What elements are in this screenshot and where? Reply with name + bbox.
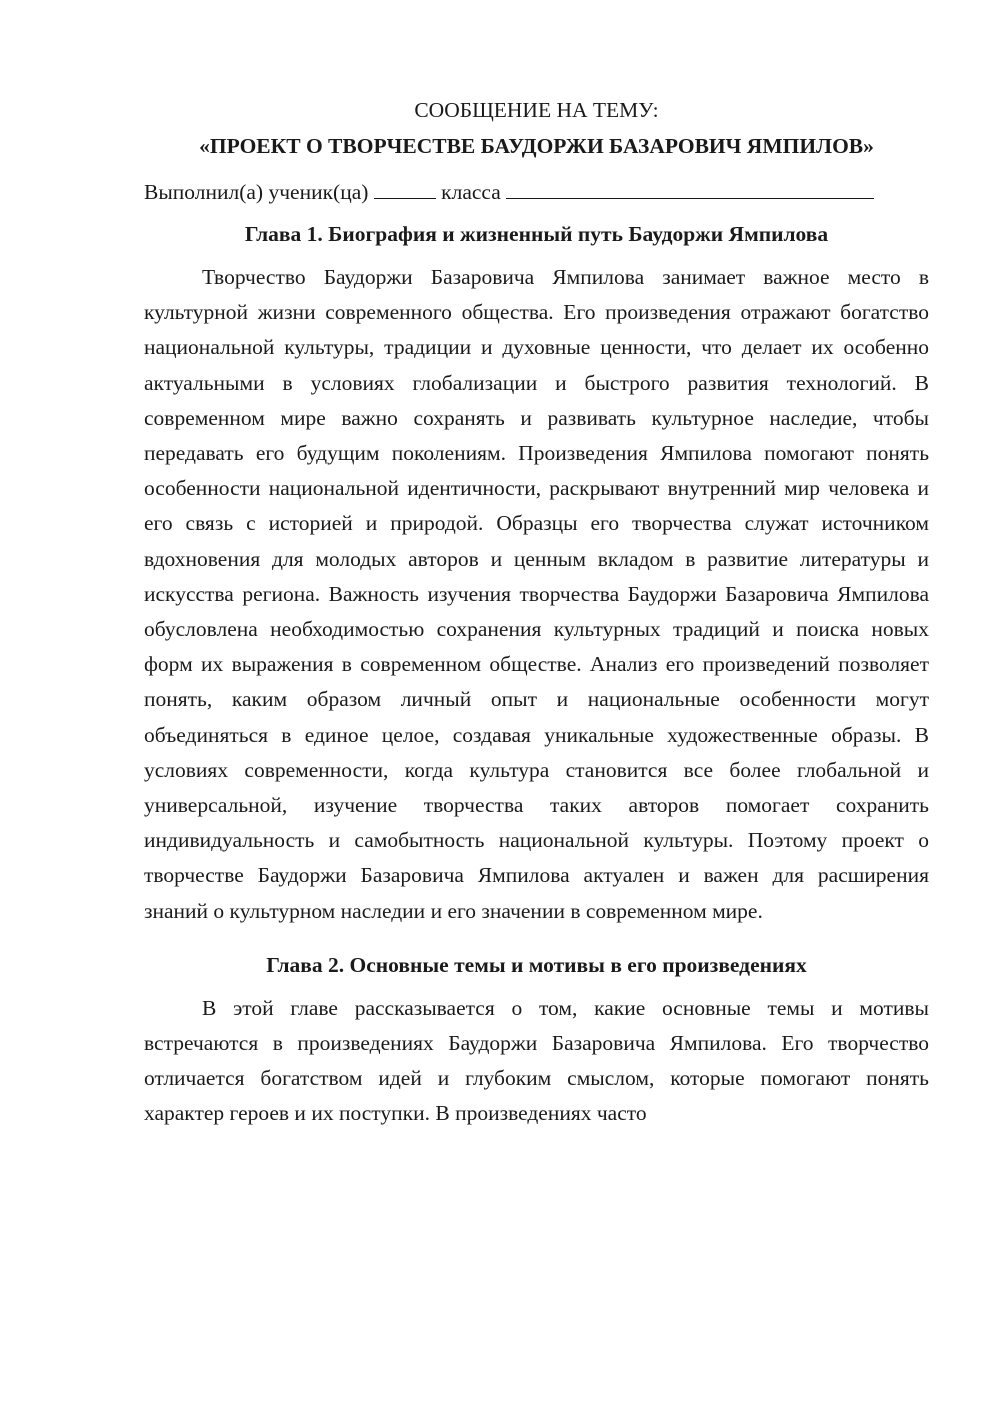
chapter-2-heading: Глава 2. Основные темы и мотивы в его произведениях (266, 952, 807, 977)
chapter-2-paragraph: В этой главе рассказывается о том, какие основные темы и мотивы встречаются в произведениях Баудоржи Базаровича Ямпилова. Его творчество отличается богатством идей и глубоким смыслом, которые помогают понять характер героев и их поступки. В произведениях часто (144, 995, 929, 1126)
chapter-1-paragraph: Творчество Баудоржи Базаровича Ямпилова занимает важное место в культурной жизни современного общества. Его произведения отражают богатство национальной культуры, традиции и духовные ценности, что делает их особенно актуальными в условиях глобализации и быстрого развития технологий. В современном мире важно сохранять и развивать культурное наследие, чтобы передавать его будущим поколениям. Произведения Ямпилова помогают понять особенности национальной идентичности, раскрывают внутренний мир человека и его связь с историей и природой. Образцы его творчества служат источником вдохновения для молодых авторов и ценным вкладом в развитие литературы и искусства региона. Важность изучения творчества Баудоржи Базаровича Ямпилова обусловлена необходимостью сохранения культурных традиций и поиска новых форм их выражения в современном обществе. Анализ его произведений позволяет понять, каким образом личный опыт и национальные особенности могут объединяться в единое целое, создавая уникальные художественные образы. В условиях современности, когда культура становится все более глобальной и универсальной, изучение творчества таких авторов помогает сохранить индивидуальность и самобытность национальной культуры. Поэтому проект о творчестве Баудоржи Базаровича Ямпилова актуален и важен для расширения знаний о культурном наследии и его значении в современном мире. (144, 265, 929, 923)
author-label: Выполнил(а) ученик(ца) (144, 180, 369, 204)
chapter-1-heading: Глава 1. Биография и жизненный путь Баудоржи Ямпилова (244, 222, 829, 246)
class-number-blank (374, 178, 436, 199)
title-line-1: СООБЩЕНИЕ НА ТЕМУ: (414, 98, 659, 122)
student-name-blank (506, 178, 874, 199)
document-page (144, 92, 929, 1150)
author-line (144, 174, 929, 210)
class-label: класса (441, 180, 501, 204)
title-line-2: «ПРОЕКТ О ТВОРЧЕСТВЕ БАУДОРЖИ БАЗАРОВИЧ ЯМПИЛОВ» (199, 134, 874, 158)
